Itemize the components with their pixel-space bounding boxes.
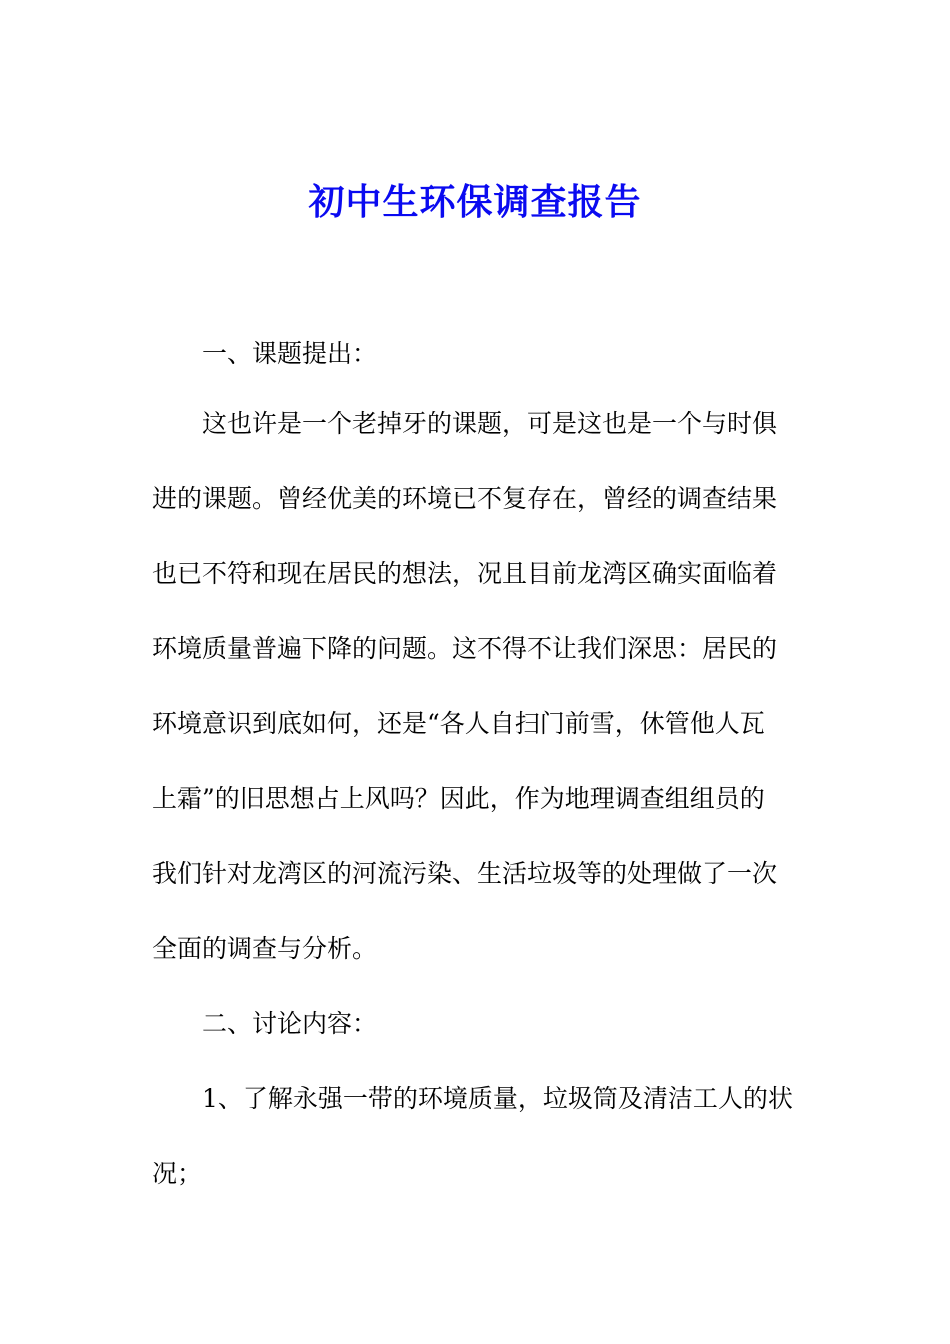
list-item-line: 况； — [152, 1159, 203, 1188]
paragraph-line: 环境意识到底如何，还是“各人自扫门前雪，休管他人瓦 — [152, 709, 765, 738]
paragraph-line: 这也许是一个老掉牙的课题，可是这也是一个与时俱 — [202, 409, 778, 438]
paragraph-line: 我们针对龙湾区的河流污染、生活垃圾等的处理做了一次 — [152, 859, 778, 888]
paragraph-line: 环境质量普遍下降的问题。这不得不让我们深思：居民的 — [152, 634, 778, 663]
section-heading-1: 一、课题提出： — [202, 339, 378, 368]
paragraph-line: 进的课题。曾经优美的环境已不复存在，曾经的调查结果 — [152, 484, 778, 513]
document-title: 初中生环保调查报告 — [308, 181, 642, 223]
paragraph-line: 也已不符和现在居民的想法，况且目前龙湾区确实面临着 — [152, 559, 778, 588]
section-heading-2: 二、讨论内容： — [202, 1009, 378, 1038]
paragraph-line: 全面的调查与分析。 — [152, 934, 378, 963]
list-item-line: 1、了解永强一带的环境质量，垃圾筒及清洁工人的状 — [202, 1084, 793, 1113]
paragraph-line: 上霜”的旧思想占上风吗？因此，作为地理调查组组员的 — [152, 784, 765, 813]
